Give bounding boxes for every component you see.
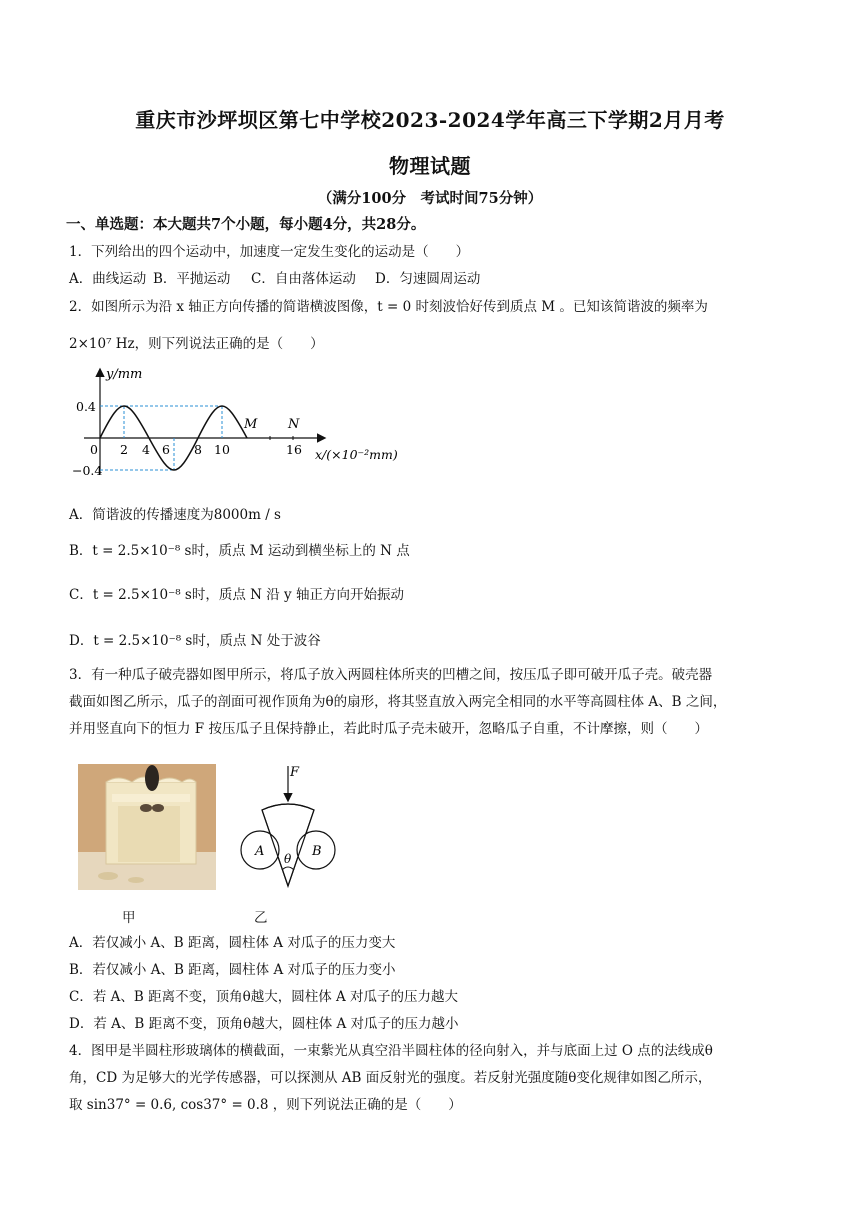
cylinder-b-label: B <box>312 844 322 859</box>
q2-option-c: C．t = 2.5×10⁻⁸ s时，质点 N 沿 y 轴正方向开始振动 <box>69 587 404 603</box>
caption-jia: 甲 <box>122 910 136 926</box>
section1-heading: 一、单选题：本大题共7个小题，每小题4分，共28分。 <box>66 216 426 233</box>
wave-graph <box>72 366 402 482</box>
seed-cracker-photo <box>78 764 216 890</box>
x-tick-0: 0 <box>90 442 98 457</box>
q3-stem-line2: 截面如图乙所示，瓜子的剖面可视作顶角为θ的扇形，将其竖直放入两完全相同的水平等高圆柱体 A、B 之间， <box>69 694 727 710</box>
q1-option-a: A．曲线运动 <box>69 271 147 287</box>
cylinder-a-label: A <box>255 844 265 859</box>
exam-subtitle: （满分100分 考试时间75分钟） <box>317 190 543 207</box>
angle-label: θ <box>284 852 292 866</box>
q2-stem-line2: 2×10⁷ Hz，则下列说法正确的是（ ） <box>69 336 324 352</box>
q1-stem: 1．下列给出的四个运动中，加速度一定发生变化的运动是（ ） <box>69 244 470 260</box>
q1-option-c: C．自由落体运动 <box>251 271 356 287</box>
q4-stem-line2: 角，CD 为足够大的光学传感器，可以探测从 AB 面反射光的强度。若反射光强度随θ变化规律如图乙所示， <box>69 1070 712 1086</box>
q3-stem-line1: 3．有一种瓜子破壳器如图甲所示，将瓜子放入两圆柱体所夹的凹槽之间，按压瓜子即可破开瓜子壳。破壳器 <box>69 667 713 683</box>
x-tick-10: 10 <box>214 442 230 457</box>
x-tick-16: 16 <box>286 442 302 457</box>
point-n-label: N <box>288 417 300 432</box>
q3-option-a: A．若仅减小 A、B 距离，圆柱体 A 对瓜子的压力变大 <box>69 935 396 951</box>
q2-option-d: D．t = 2.5×10⁻⁸ s时，质点 N 处于波谷 <box>69 633 321 649</box>
point-m-label: M <box>244 417 258 432</box>
q4-stem-line3: 取 sin37° = 0.6, cos37° = 0.8 ，则下列说法正确的是（ ） <box>69 1097 462 1113</box>
x-tick-2: 2 <box>120 442 128 457</box>
y-tick-neg: −0.4 <box>72 463 103 478</box>
caption-yi: 乙 <box>254 910 268 926</box>
q2-option-b: B．t = 2.5×10⁻⁸ s时，质点 M 运动到横坐标上的 N 点 <box>69 543 410 559</box>
q4-stem-line1: 4．图甲是半圆柱形玻璃体的横截面，一束紫光从真空沿半圆柱体的径向射入，并与底面上过 O 点的法线成θ <box>69 1043 713 1059</box>
q3-option-c: C．若 A、B 距离不变，顶角θ越大，圆柱体 A 对瓜子的压力越大 <box>69 989 459 1005</box>
cross-section-diagram <box>236 760 340 896</box>
q1-option-b: B．平抛运动 <box>153 271 231 287</box>
force-label: F <box>290 765 300 780</box>
q2-option-a: A．简谐波的传播速度为8000m / s <box>69 507 281 523</box>
q3-stem-line3: 并用竖直向下的恒力 F 按压瓜子且保持静止，若此时瓜子壳未破开，忽略瓜子自重，不计摩擦，则（ ） <box>69 721 708 737</box>
q3-option-d: D．若 A、B 距离不变，顶角θ越大，圆柱体 A 对瓜子的压力越小 <box>69 1016 459 1032</box>
x-tick-6: 6 <box>162 442 170 457</box>
y-tick-pos: 0.4 <box>76 399 96 414</box>
y-axis-label: y/mm <box>106 367 143 382</box>
x-tick-8: 8 <box>194 442 202 457</box>
q2-stem-line1: 2．如图所示为沿 x 轴正方向传播的简谐横波图像，t = 0 时刻波恰好传到质点 M 。已知该简谐波的频率为 <box>69 299 708 315</box>
x-tick-4: 4 <box>142 442 150 457</box>
q1-option-d: D．匀速圆周运动 <box>375 271 481 287</box>
x-axis-label: x/(×10⁻²mm) <box>315 447 398 462</box>
exam-title-line2: 物理试题 <box>389 154 471 178</box>
exam-title-line1: 重庆市沙坪坝区第七中学校2023-2024学年高三下学期2月月考 <box>135 108 725 132</box>
q1-options <box>69 269 480 289</box>
q3-option-b: B．若仅减小 A、B 距离，圆柱体 A 对瓜子的压力变小 <box>69 962 396 978</box>
